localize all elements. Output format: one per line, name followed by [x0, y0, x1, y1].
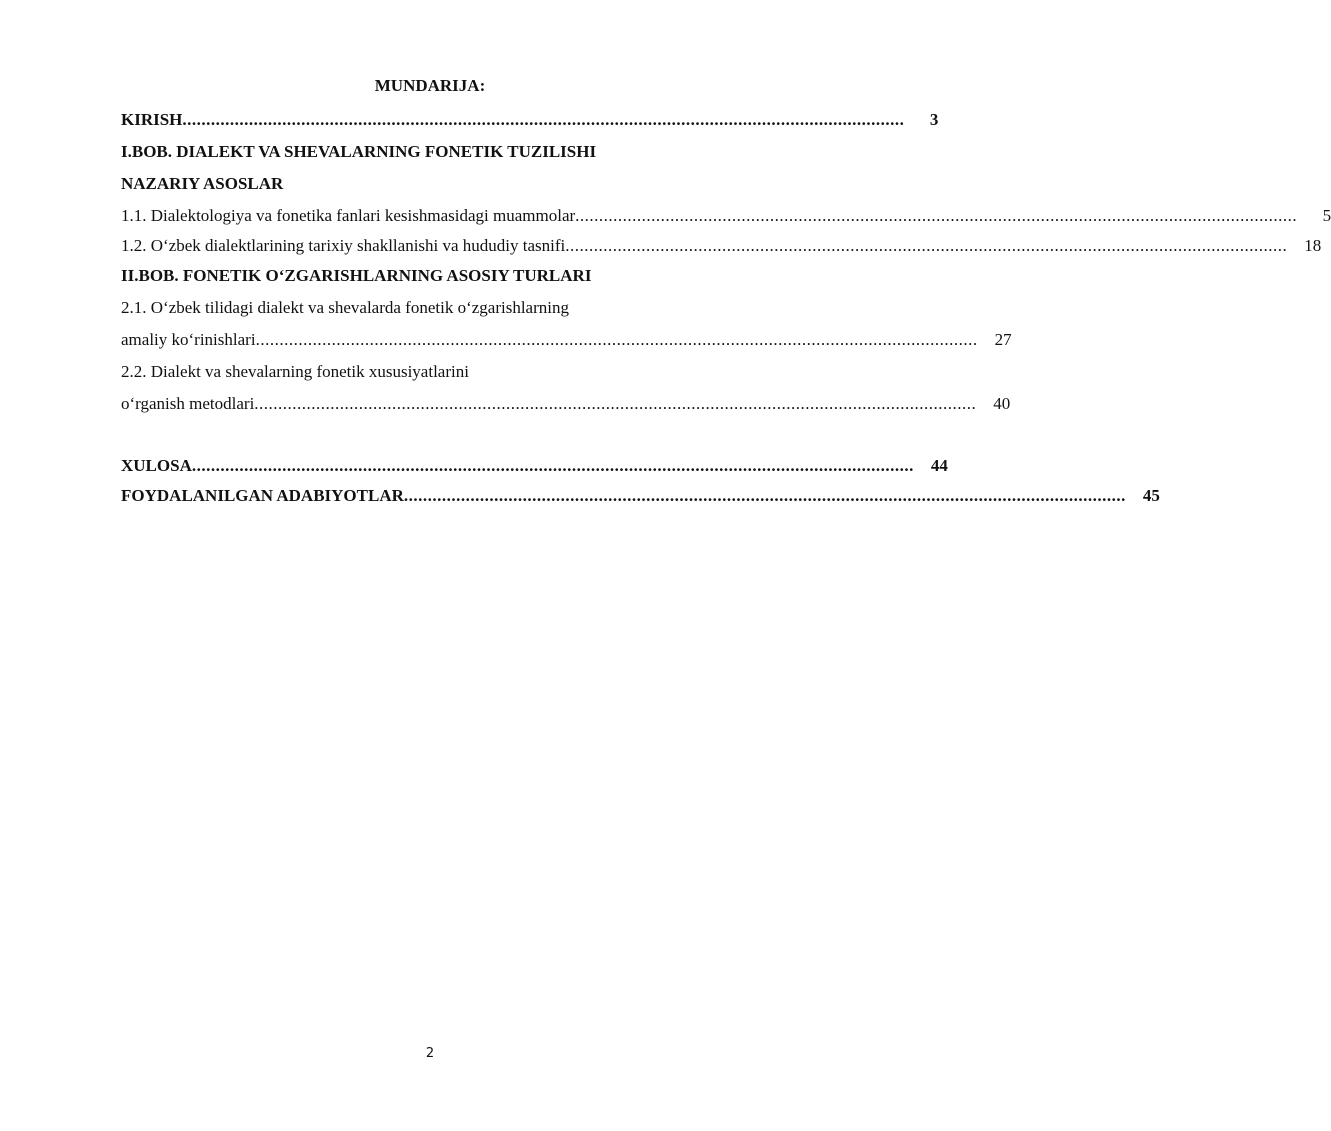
toc-chapter-1-title-cont: NAZARIY ASOSLAR	[121, 174, 284, 193]
toc-chapter-1-title: I.BOB. DIALEKT VA SHEVALARNING FONETIK TUZILISHI	[121, 142, 597, 161]
toc-entry-xulosa	[121, 454, 948, 478]
toc-leader: ........................................................................................................................................................	[254, 394, 977, 413]
toc-entry-kirish	[121, 108, 939, 132]
page-number: 2	[425, 1046, 435, 1061]
toc-leader: ........................................................................................................................................................	[182, 110, 905, 129]
toc-label: XULOSA	[121, 456, 192, 475]
toc-page: 27	[994, 330, 1012, 349]
toc-leader: ........................................................................................................................................................	[565, 236, 1288, 255]
toc-label: 1.2. O‘zbek dialektlarining tarixiy shakllanishi va hududiy tasnifi	[121, 236, 566, 255]
toc-entry-adabiyotlar	[121, 484, 1160, 508]
toc-leader: ........................................................................................................................................................	[255, 330, 978, 349]
toc-chapter-2-title: II.BOB. FONETIK O‘ZGARISHLARNING ASOSIY TURLARI	[121, 266, 592, 285]
toc-label: amaliy ko‘rinishlari	[121, 330, 256, 349]
toc-page: 3	[929, 110, 939, 129]
toc-label: FOYDALANILGAN ADABIYOTLAR	[121, 486, 404, 505]
toc-page: 44	[930, 456, 948, 475]
toc-leader: ........................................................................................................................................................	[191, 456, 914, 475]
toc-page: 45	[1142, 486, 1160, 505]
toc-label: o‘rganish metodlari	[121, 394, 255, 413]
toc-entry-2-2	[121, 392, 1011, 416]
page-title: MUNDARIJA:	[374, 76, 486, 95]
toc-page: 18	[1304, 236, 1322, 255]
toc-leader: ........................................................................................................................................................	[403, 486, 1126, 505]
toc-entry-1-2	[121, 234, 1322, 258]
toc-entry-2-1	[121, 328, 1012, 352]
toc-label: 1.1. Dialektologiya va fonetika fanlari kesishmasidagi muammolar	[121, 206, 576, 225]
toc-leader: ........................................................................................................................................................	[575, 206, 1298, 225]
toc-entry-2-2-title: 2.2. Dialekt va shevalarning fonetik xususiyatlarini	[121, 362, 469, 381]
toc-page: 40	[993, 394, 1011, 413]
toc-entry-1-1	[121, 204, 1331, 228]
toc-label: KIRISH	[121, 110, 183, 129]
toc-page: 5	[1322, 206, 1331, 225]
toc-entry-2-1-title: 2.1. O‘zbek tilidagi dialekt va shevalarda fonetik o‘zgarishlarning	[121, 298, 569, 317]
